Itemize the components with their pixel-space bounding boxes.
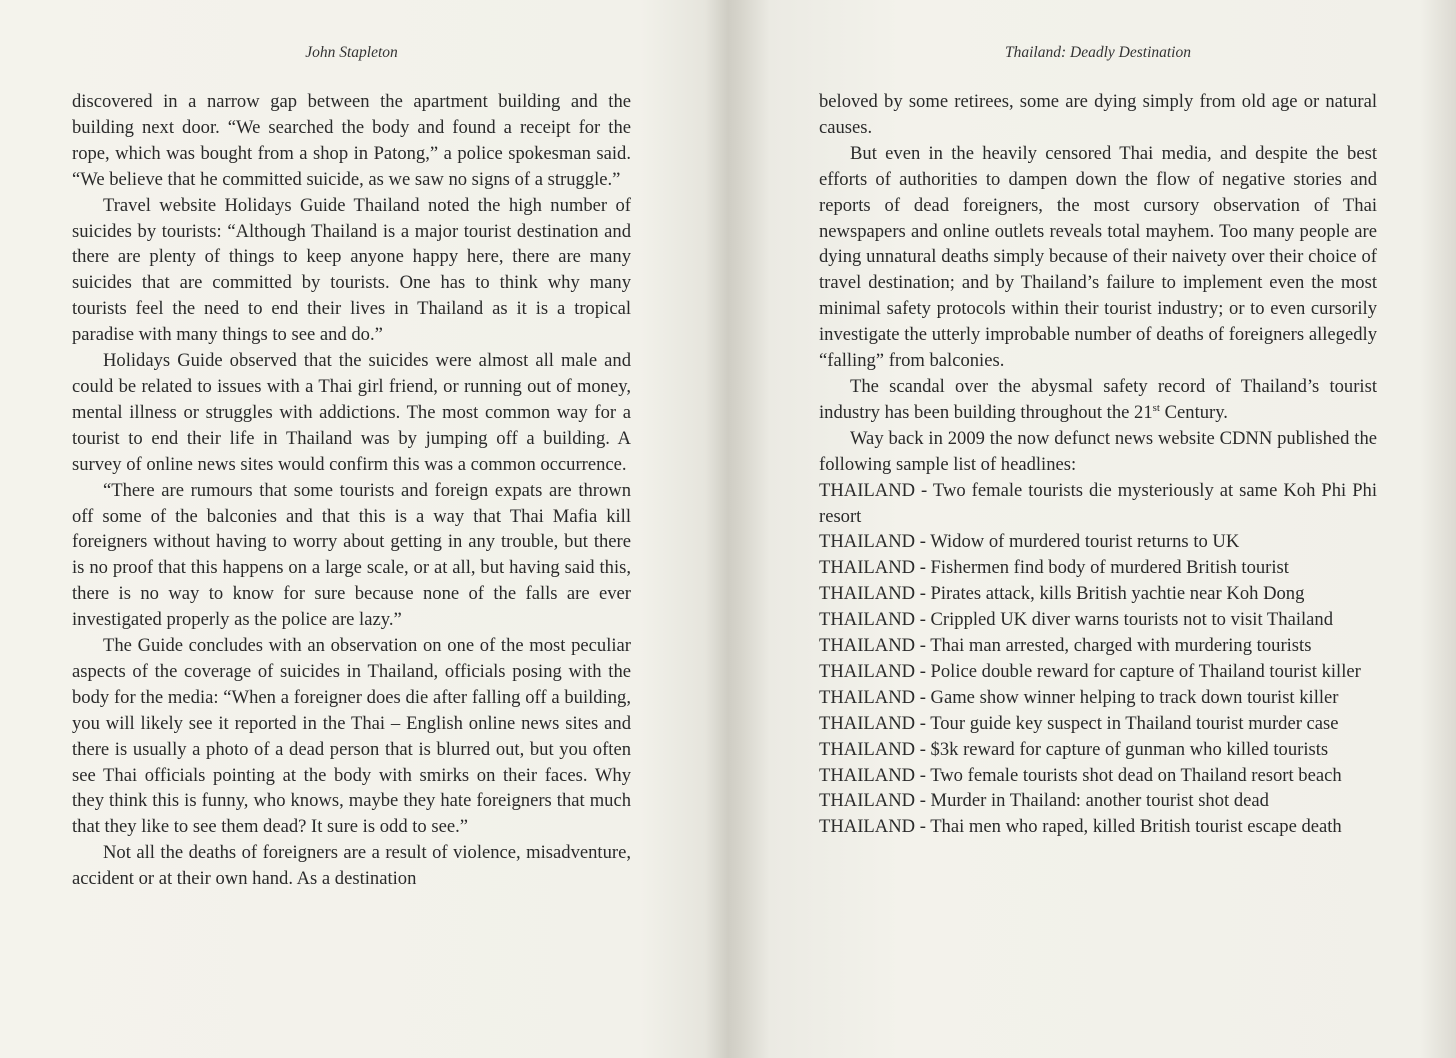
headline-list bbox=[819, 478, 1377, 841]
headline: THAILAND - Police double reward for capture of Thailand tourist killer bbox=[819, 660, 1361, 682]
headline: THAILAND - Pirates attack, kills British yachtie near Koh Dong bbox=[819, 583, 1305, 605]
headline: THAILAND - Thai man arrested, charged with murdering tourists bbox=[819, 635, 1312, 657]
scandal-text-end: Century. bbox=[1159, 401, 1228, 423]
headline: THAILAND - Murder in Thailand: another tourist shot dead bbox=[819, 790, 1269, 812]
headline: THAILAND - Game show winner helping to track down tourist killer bbox=[819, 686, 1339, 708]
paragraph: But even in the heavily censored Thai media, and despite the best efforts of authorities to dampen down the flow of negative stories and reports of dead foreigners, the most cursory observation of Thai newspapers and online outlets reveals total mayhem. Too many people are dying unnatural deaths simply because of their naivety over their choice of travel destination; and by Thailand’s failure to implement even the most minimal safety protocols within their tourist industry; or to even cursorily investigate the utterly improbable number of deaths of foreigners allegedly “falling” from balconies. bbox=[819, 142, 1377, 372]
paragraph: beloved by some retirees, some are dying simply from old age or natural causes. bbox=[819, 91, 1377, 138]
headline: THAILAND - Thai men who raped, killed British tourist escape death bbox=[819, 816, 1342, 838]
right-page bbox=[819, 0, 1377, 1058]
headline: THAILAND - Widow of murdered tourist returns to UK bbox=[819, 531, 1240, 553]
paragraph: “There are rumours that some tourists and foreign expats are thrown off some of the balconies and that this is a way that Thai Mafia kill foreigners without having to worry about getting in any trouble, but there is no proof that this happens on a large scale, or at all, but having said this, there is no way to know for sure because none of the falls are ever investigated properly as the police are lazy.” bbox=[72, 479, 631, 631]
paragraph bbox=[819, 374, 1377, 426]
running-head-title: Thailand: Deadly Destination bbox=[1005, 44, 1191, 61]
headline: THAILAND - Crippled UK diver warns tourists not to visit Thailand bbox=[819, 609, 1334, 631]
left-page bbox=[72, 0, 631, 1058]
headline: THAILAND - Fishermen find body of murdered British tourist bbox=[819, 557, 1289, 579]
paragraph: discovered in a narrow gap between the apartment building and the building next door. “We searched the body and found a receipt for the rope, which was bought from a shop in Patong,” a police spokesman said. “We believe that he committed suicide, as we saw no signs of a struggle.” bbox=[72, 91, 631, 190]
paragraph: Holidays Guide observed that the suicides were almost all male and could be related to issues with a Thai girl friend, or running out of money, mental illness or struggles with addictions. The most common way for a tourist to end their life in Thailand was by jumping off a building. A survey of online news sites would confirm this was a common occurrence. bbox=[72, 350, 631, 475]
headline: THAILAND - Two female tourists shot dead on Thailand resort beach bbox=[819, 764, 1342, 786]
paragraph: Travel website Holidays Guide Thailand noted the high number of suicides by tourists: “Although Thailand is a major tourist destination and there are plenty of things to keep anyone happy here, there are many suicides that are committed by tourists. One has to think why many tourists feel the need to end their lives in Thailand as it is a tropical paradise with many things to see and do.” bbox=[72, 194, 631, 346]
ordinal-suffix: st bbox=[1152, 401, 1160, 414]
scandal-text: The scandal over the abysmal safety record of Thailand’s tourist industry has been building throughout the 21 bbox=[819, 375, 1377, 423]
headline: THAILAND - Two female tourists die mysteriously at same Koh Phi Phi resort bbox=[819, 479, 1377, 527]
paragraph: The Guide concludes with an observation on one of the most peculiar aspects of the coverage of suicides in Thailand, officials posing with the body for the media: “When a foreigner does die after falling off a building, you will likely see it reported in the Thai – English online news sites and there is usually a photo of a dead person that is blurred out, but you often see Thai officials pointing at the body with smirks on their faces. Why they think this is funny, who knows, maybe they hate foreigners that much that they like to see them dead? It sure is odd to see.” bbox=[72, 635, 631, 838]
left-page-body bbox=[72, 89, 631, 892]
headline: THAILAND - $3k reward for capture of gunman who killed tourists bbox=[819, 738, 1329, 760]
running-head-author: John Stapleton bbox=[305, 44, 398, 61]
right-page-body bbox=[819, 89, 1377, 840]
paragraph: Not all the deaths of foreigners are a result of violence, misadventure, accident or at their own hand. As a destination bbox=[72, 842, 631, 890]
headline: THAILAND - Tour guide key suspect in Thailand tourist murder case bbox=[819, 712, 1339, 734]
paragraph: Way back in 2009 the now defunct news website CDNN published the following sample list of headlines: bbox=[819, 427, 1377, 475]
